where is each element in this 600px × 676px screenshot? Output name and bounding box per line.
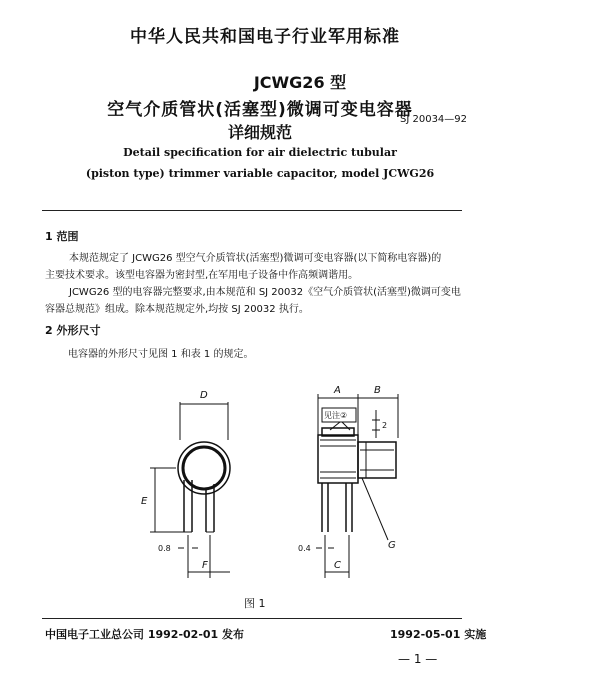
english-title-line2: (piston type) trimmer variable capacitor, model JCWG26 [85, 167, 435, 180]
section1-para1-line2: 主要技术要求。该型电容器为密封型,在军用电子设备中作高频调谐用。 [45, 270, 359, 281]
dim-E-label: E [141, 496, 148, 507]
dim-F-label: F [202, 560, 208, 571]
figure-1-drawing [0, 380, 600, 595]
page-number: — 1 — [398, 652, 438, 666]
dim-G-label: G [388, 540, 396, 551]
issuing-standard-header: 中华人民共和国电子行业军用标准 [130, 27, 400, 47]
section2-heading: 2 外形尺寸 [45, 324, 101, 337]
section1-para2-line2: 容器总规范》组成。除本规范规定外,均按 SJ 20032 执行。 [45, 304, 309, 315]
footer-divider [42, 618, 462, 619]
section1-heading: 1 范围 [45, 230, 79, 243]
figure-caption: 图 1 [244, 597, 266, 610]
section2-para1: 电容器的外形尺寸见图 1 和表 1 的规定。 [68, 349, 254, 360]
title-type: 详细规范 [227, 123, 292, 142]
section1-para2-line1: JCWG26 型的电容器完整要求,由本规范和 SJ 20032《空气介质管状(活塞型)微调可变电 [69, 287, 461, 298]
dim-0.8-label: 0.8 [158, 544, 171, 553]
title-model: JCWG26 型 [253, 73, 347, 92]
note-2-label: 见注② [324, 411, 348, 420]
dim-A-label: A [334, 385, 341, 396]
dim-D-label: D [200, 390, 208, 401]
dim-C-label: C [334, 560, 341, 571]
dim-0.4-label: 0.4 [298, 544, 311, 553]
effective-date: 1992-05-01 实施 [390, 628, 487, 641]
dim-B-label: B [374, 385, 381, 396]
issue-date: 中国电子工业总公司 1992-02-01 发布 [45, 628, 245, 641]
standard-code: SJ 20034—92 [400, 114, 468, 125]
title-divider [42, 210, 462, 211]
section1-para1-line1: 本规范规定了 JCWG26 型空气介质管状(活塞型)微调可变电容器(以下简称电容器)的 [69, 253, 442, 264]
english-title-line1: Detail specification for air dielectric tubular [123, 146, 397, 159]
title-name: 空气介质管状(活塞型)微调可变电容器 [107, 100, 413, 120]
dim-2-label: 2 [382, 421, 388, 430]
